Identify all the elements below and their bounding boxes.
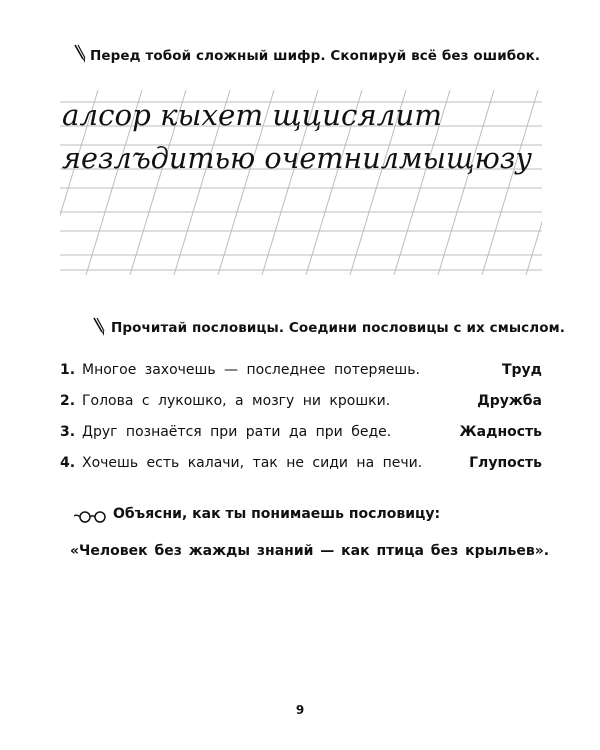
task3-heading: Объясни, как ты понимаешь пословицу: [113,506,441,522]
cipher-line-1: алсор кыхет щцисялит [62,98,442,132]
slant-line [526,90,542,275]
proverb-text: Голова с лукошко, а мозгу ни крошки. [82,393,391,409]
proverb-number: 4. [60,455,76,471]
glasses-icon [74,508,108,524]
proverb-number: 3. [60,424,76,440]
proverb-text: Друг познаётся при рати да при беде. [82,424,392,440]
cipher-line-2: яезлъдитью очетнилмыщюзу [62,141,533,175]
task1-heading: Перед тобой сложный шифр. Скопируй всё без ошибок. [90,48,541,64]
proverb-text: Многое захочешь — последнее потеряешь. [82,362,420,378]
proverb-quote: «Человек без жажды знаний — как птица без крыльев». [70,543,550,559]
task2-heading: Прочитай пословицы. Соедини пословицы с их смыслом. [111,320,565,336]
slant-line [438,90,494,275]
copybook-writing-area [60,90,542,275]
slant-line [482,90,538,275]
proverb-number: 1. [60,362,76,378]
pencil-icon [72,44,86,64]
page-number: 9 [295,703,305,717]
proverb-row-3 [60,420,542,444]
proverb-row-2 [60,389,542,413]
proverb-row-1 [60,358,542,382]
proverb-meaning: Жадность [459,424,542,440]
proverb-number: 2. [60,393,76,409]
proverb-row-4 [60,451,542,475]
pencil-icon [91,317,105,337]
proverb-text: Хочешь есть калачи, так не сиди на печи. [82,455,423,471]
proverb-meaning: Глупость [469,455,542,471]
proverb-meaning: Труд [501,362,542,378]
proverb-meaning: Дружба [477,393,542,409]
